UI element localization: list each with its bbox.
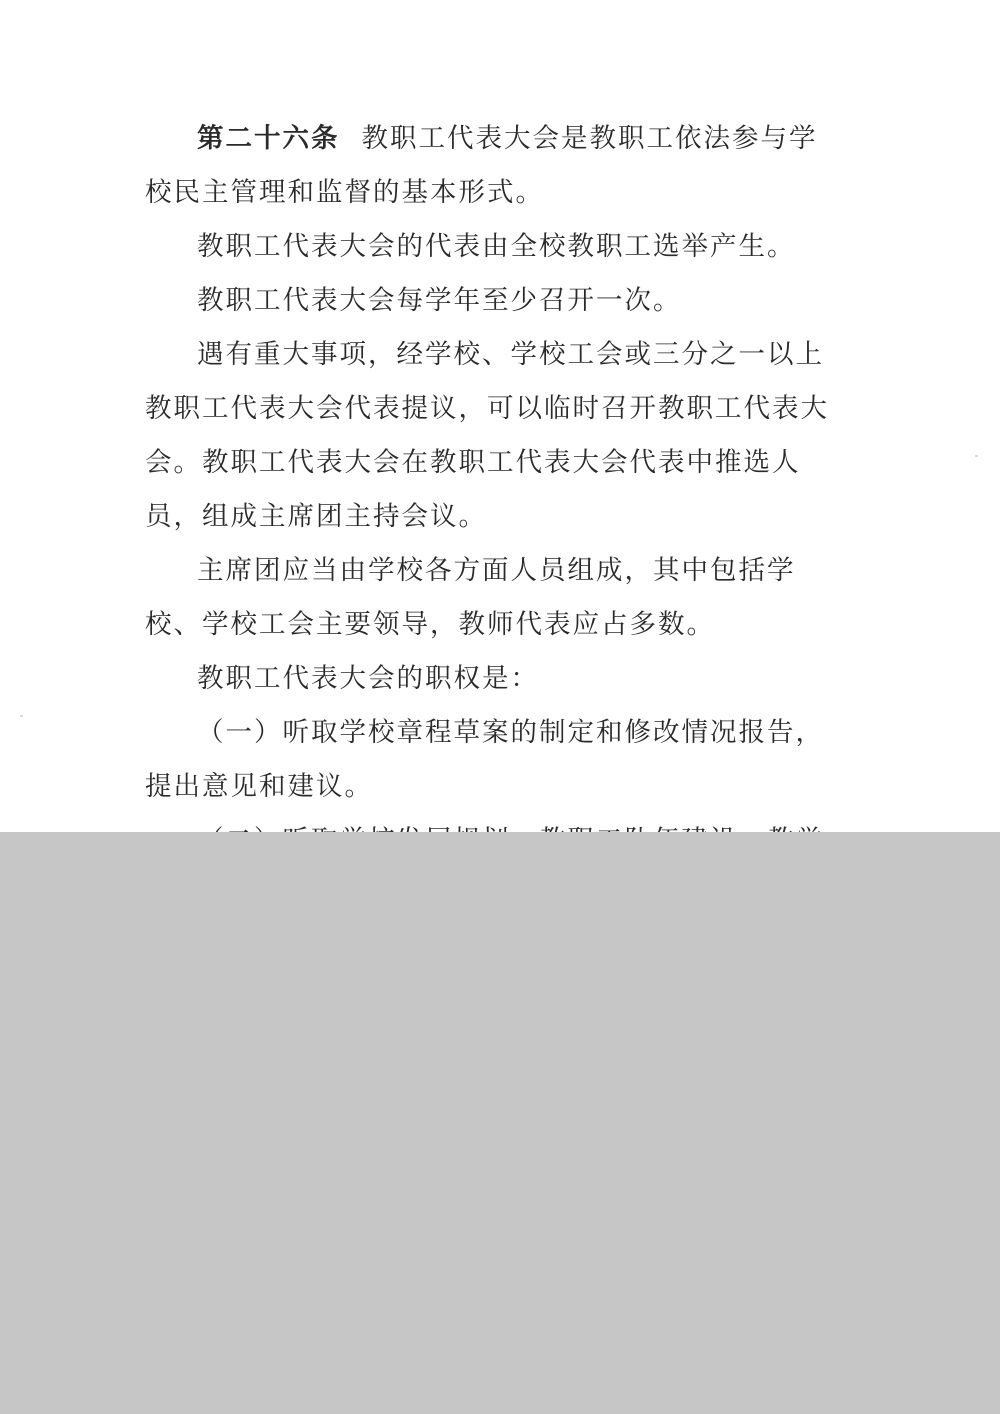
paragraph: 主席团应当由学校各方面人员组成，其中包括学校、学校工会主要领导，教师代表应占多数。 — [145, 555, 796, 640]
paragraph: 教职工代表大会每学年至少召开一次。 — [197, 285, 682, 316]
paragraph: 教职工代表大会的代表由全校教职工选举产生。 — [197, 231, 796, 262]
gray-cover-region — [0, 832, 1000, 1414]
article-26-text: 教职工代表大会是教职工依法参与学校民主管理和监督的基本形式。 — [145, 123, 818, 208]
document-body — [145, 112, 840, 842]
scan-speck — [975, 455, 978, 457]
article-26-paragraph — [145, 112, 840, 220]
scan-speck — [20, 715, 23, 717]
article-heading: 第二十六条 — [197, 123, 340, 154]
paragraph: 教职工代表大会的职权是： — [197, 663, 539, 694]
paragraph: 遇有重大事项，经学校、学校工会或三分之一以上教职工代表大会代表提议，可以临时召开教职工代表大会。教职工代表大会在教职工代表大会代表中推选人员，组成主席团主持会议。 — [145, 339, 829, 532]
paragraph: （一）听取学校章程草案的制定和修改情况报告，提出意见和建议。 — [145, 717, 824, 802]
